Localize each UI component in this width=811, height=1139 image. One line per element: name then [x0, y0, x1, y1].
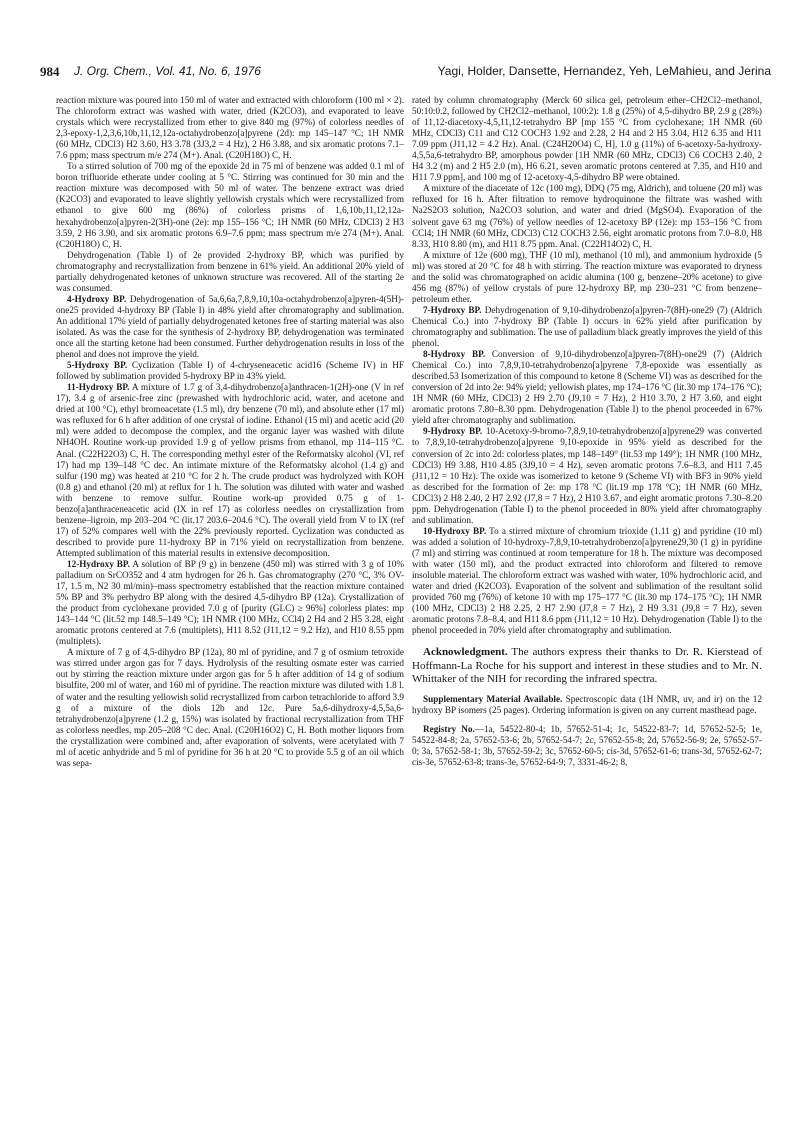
- paragraph: [412, 95, 762, 183]
- paragraph: [56, 95, 404, 161]
- supplementary-heading: Supplementary Material Available.: [423, 694, 563, 705]
- paragraph: [412, 426, 762, 525]
- paragraph-text: A mixture of the diacetate of 12c (100 mg), DDQ (75 mg, Aldrich), and toluene (20 ml) was refluxed for 16 h. After filtration to remove hydroquinone the filtrate was washed with Na2S2O3 solution, Na2CO3 solution, and water and dried (MgSO4). Evaporation of the solvent gave 63 mg (76%) of yellow needles of 12-acetoxy BP (12e): mp 153–156 °C from CCl4; 1H NMR (60 MHz, CDCl3) C12 COCH3 2.56, eight aromatic protons from 7.0–8.0, H8 8.33, H10 8.80 (m), and H11 8.75 ppm. Anal. (C22H14O2) C, H.: [412, 183, 762, 249]
- paragraph: [56, 382, 404, 559]
- paragraph: [412, 250, 762, 305]
- supplementary-text: Spectroscopic data (1H NMR, uv, and ir) on the 12 hydroxy BP isomers (25 pages). Ordering information is given on any current masthead page.: [412, 694, 762, 716]
- section-heading: 9-Hydroxy BP.: [423, 426, 483, 437]
- section-heading: 10-Hydroxy BP.: [423, 525, 487, 536]
- right-column: [412, 95, 762, 768]
- section-heading: 11-Hydroxy BP.: [67, 382, 130, 393]
- acknowledgment: [412, 646, 762, 686]
- paragraph: [56, 647, 404, 769]
- page-header: [40, 64, 771, 84]
- paragraph-text: reaction mixture was poured into 150 ml of water and extracted with chloroform (100 ml × 2). The chloroform extract was washed with water, dried (K2CO3), and evaporated to leave crystals which were recrystallized from ether to give 840 mg (97%) of colorless needles of 2,3-epoxy-1,2,3,6,10b,11,12,12a-octahydrobenzo[a]pyrene (2d): mp 145–147 °C; 1H NMR (60 MHz, CDCl3) H2 3.60, H3 3.78 (3J3,2 = 4 Hz), 2 H6 3.88, and six aromatic protons 7.1–7.6 ppm; mass spectrum m/e 274 (M+). Anal. (C20H18O) C, H.: [56, 95, 404, 161]
- paragraph-text: A mixture of 7 g of 4,5-dihydro BP (12a), 80 ml of pyridine, and 7 g of osmium tetroxide was stirred under argon gas for 7 days. Hydrolysis of the resulting osmate ester was carried out by stirring the reaction mixture under argon gas for 5 h after addition of 14 g of sodium bisulfite, 200 ml of water, and 160 ml of pyridine. The reaction mixture was diluted with 1.8 l. of water and the resulting yellowish solid recrystallized from carbon tetrachloride to afford 3.9 g of a mixture of the diols 12b and 12c. Pure 5a,6-dihydroxy-4,5,5a,6-tetrahydrobenzo[a]pyrene (1.2 g, 15%) was isolated by fractional recrystallization from THF as colorless needles, mp 205–208 °C dec. Anal. (C20H16O2) C, H. Both mother liquors from the crystallization were combined and, after evaporation of solvents, were acetylated with 7 ml of acetic anhydride and 5 ml of pyridine for 36 h at 20 °C to provide 5.5 g of an oil which was sepa-: [56, 647, 404, 768]
- paragraph-text: Dehydrogenation (Table I) of 2e provided 2-hydroxy BP, which was purified by chromatography and recrystallization from benzene in 61% yield. An additional 20% yield of partially dehydrogenated ketones of unknown structure was recovered. All of the starting 2e was consumed.: [56, 249, 404, 293]
- paragraph: [412, 349, 762, 426]
- paragraph: [412, 305, 762, 349]
- paragraph: [56, 161, 404, 249]
- paragraph: [56, 250, 404, 294]
- registry-heading: Registry No.: [423, 724, 475, 735]
- section-heading: 5-Hydroxy BP.: [67, 360, 128, 371]
- paragraph-text: To a stirred solution of 700 mg of the epoxide 2d in 75 ml of benzene was added 0.1 ml of boron trifluoride etherate under cooling at 5 °C. Stirring was continued for 30 min and the reaction mixture was decomposed with 50 ml of water. The benzene extract was dried (K2CO3) and evaporated to leave slightly yellowish crystals which were recrystallized from ethanol to give 600 mg (86%) of colorless prisms of 1,6,10b,11,12,12a-hexahydrobenzo[a]pyren-2(3H)-one (2e): mp 155–156 °C; 1H NMR (60 MHz, CDCl3) 2 H3 3.59, 2 H6 3.90, and six aromatic protons 6.9–7.6 ppm; mass spectrum m/e 274 (M+). Anal. (C20H18O) C, H.: [56, 161, 404, 249]
- page-number: 984: [40, 64, 60, 79]
- paragraph-text: Cyclization (Table I) of 4-chryseneacetic acid16 (Scheme IV) in HF followed by sublimation provided 5-hydroxy BP in 43% yield.: [56, 360, 404, 382]
- journal-citation: J. Org. Chem., Vol. 41, No. 6, 1976: [74, 64, 261, 78]
- paragraph-text: Conversion of 9,10-dihydrobenzo[a]pyren-7(8H)-one29 (7) (Aldrich Chemical Co.) into 7,8,9,10-tetrahydrobenzo[a]pyrene 7,8-epoxide was essentially as described.53 Isomerization of this compound to ketone 8 (Scheme VI) was as described for the conversion of 2d into 2e: 94% yield; yellowish plates, mp 174–176 °C (lit.30 mp 174–176 °C); 1H NMR (60 MHz, CDCl3) 2 H9 2.70 (J9,10 = 7 Hz), 2 H10 3.70, 2 H7 3.60, and eight aromatic protons 7.80–8.30 ppm. Dehydrogenation (Table I) to the phenol proceeded in 67% yield after chromatography and sublimation.: [412, 349, 763, 426]
- paragraph-text: rated by column chromatography (Merck 60 silica gel, petroleum ether–CH2Cl2–methanol, 50:10:0.2, followed by CH2Cl2–methanol, 100:2): 1.8 g (25%) of 4,5-dihydro BP, 2.9 g (28%) of 11,12-diacetoxy-4,5,11,12-tetrahydro BP [mp 155 °C from cyclohexane; 1H NMR (60 MHz, CDCl3) C11 and C12 COCH3 1.92 and 2.28, 2 H4 and 2 H5 3.04, H12 6.35 and H11 7.09 ppm (J11,12 = 4.2 Hz). Anal. (C24H20O4) C, H], 1.0 g (11%) of 6-acetoxy-5a-hydroxy-4,5,5a,6-tetrahydro BP, amorphous powder [1H NMR (60 MHz, CDCl3) C6 COCH3 2.40, 2 H4 3.2 (m) and 2 H5 2.0 (m), H6 6.21, seven aromatic protons centered at 7.35, and H10 and H11 7.9 ppm], and 100 mg of 12-acetoxy-4,5-dihydro BP were obtained.: [412, 95, 762, 183]
- acknowledgment-text: The authors express their thanks to Dr. R. Kierstead of Hoffmann-La Roche for his support and interest in these studies and to Mr. N. Whittaker of the NIH for recording the infrared spectra.: [412, 646, 762, 685]
- acknowledgment-heading: Acknowledgment.: [423, 646, 508, 659]
- paragraph-text: Dehydrogenation of 5a,6,6a,7,8,9,10,10a-octahydrobenzo[a]pyren-4(5H)-one25 provided 4-hydroxy BP (Table I) in 48% yield after chromatography and sublimation. An additional 17% yield of partially dehydrogenated ketones free of starting material was also isolated. As was the case for the synthesis of 2-hydroxy BP, dehydrogenation was terminated once all the starting ketone had been consumed. Further dehydrogenation results in loss of the phenol and does not improve the yield.: [56, 293, 404, 360]
- paragraph: [412, 526, 762, 636]
- registry-text: —1a, 54522-80-4; 1b, 57652-51-4; 1c, 54522-83-7; 1d, 57652-52-5; 1e, 54522-84-8; 2a, 57652-53-6; 2b, 57652-54-7; 2c, 57652-55-8; 2d, 57652-56-9; 2e, 57652-57-0; 3a, 57652-58-1; 3b, 57652-59-2; 3c, 57652-60-5; cis-3d, 57652-61-6; trans-3d, 57652-62-7; cis-3e, 57652-63-8; trans-3e, 57652-64-9; 7, 3331-46-2; 8,: [412, 724, 762, 768]
- paragraph-text: Dehydrogenation of 9,10-dihydrobenzo[a]pyren-7(8H)-one29 (7) (Aldrich Chemical Co.) into 7-hydroxy BP (Table I) occurs in 62% yield after purification by chromatography and sublimation. The use of palladium black greatly improves the yield of this phenol.: [412, 304, 763, 349]
- section-heading: 7-Hydroxy BP.: [423, 304, 482, 315]
- section-heading: 8-Hydroxy BP.: [423, 349, 486, 360]
- registry-numbers: [412, 724, 762, 768]
- left-column: [56, 95, 404, 769]
- paragraph: [56, 360, 404, 382]
- paragraph: [56, 559, 404, 647]
- paragraph-text: To a stirred mixture of chromium trioxide (1.11 g) and pyridine (10 ml) was added a solution of 10-hydroxy-7,8,9,10-tetrahydrobenzo[a]pyrene29,30 (1 g) in pyridine (7 ml) and stirring was continued at room temperature for 18 h. The mixture was decomposed with water (150 ml), and the product extracted into chloroform and filtered to remove insoluble material. The chloroform extract was washed with water, 10% hydrochloric acid, and water and dried (K2CO3). Evaporation of the solvent and sublimation of the resultant solid provided 760 mg (76%) of ketone 10 with mp 175–177 °C (lit.30 mp 174–175 °C); 1H NMR (100 MHz, CDCl3) 2 H8 2.25, 2 H7 2.90 (J7,8 = 7 Hz), 2 H9 3.31 (J9,8 = 7 Hz), seven aromatic protons 7.8–8.4, and H11 8.6 ppm (J11,12 = 10 Hz). Dehydrogenation (Table I) to the phenol proceeded in 70% yield after chromatography and sublimation.: [412, 525, 762, 636]
- paragraph-text: A mixture of 1.7 g of 3,4-dihydrobenzo[a]anthracen-1(2H)-one (V in ref 17), 3.4 g of arsenic-free zinc (prewashed with hydrochloric acid, water, and acetone and dried at 100 °C), ethyl bromoacetate (1.5 ml), dry benzene (70 ml), and absolute ether (17 ml) was refluxed for 6 h after addition of one crystal of iodine. Ethanol (15 ml) and acetic acid (20 ml) were added to decompose the complex, and the organic layer was washed with dilute NH4OH. Routine work-up provided 1.9 g of yellow prisms from ethanol, mp 114–115 °C. Anal. (C22H22O3) C, H. The corresponding methyl ester of the Reformatsky alcohol (VI, ref 17) had mp 139–148 °C dec. An intimate mixture of the Reformatsky alcohol (1.4 g) and sulfur (190 mg) was heated at 210 °C for 2 h. The crude product was hydrolyzed with KOH (0.8 g) and ethanol (20 ml) at reflux for 1 h. The solution was diluted with water and washed with benzene to remove sulfur. Routine work-up provided 0.75 g of 1-benzo[a]anthraceneacetic acid (IX in ref 17) as colorless needles on crystallization from benzene–ligroin, mp 203–204 °C (lit.17 203.6–204.6 °C). The overall yield from V to IX (ref 17) of 52% compares well with the 22% previously reported. Cyclization was conducted as described to provide pure 11-hydroxy BP in 71% yield on recrystallization from benzene. Attempted sublimation of this material results in extensive decomposition.: [56, 382, 404, 558]
- paragraph: [412, 183, 762, 249]
- supplementary-material: [412, 694, 762, 716]
- right-column-paragraphs: [412, 95, 762, 636]
- section-heading: 12-Hydroxy BP.: [67, 558, 130, 569]
- paragraph-text: 10-Acetoxy-9-bromo-7,8,9,10-tetrahydrobenzo[a]pyrene29 was converted to 7,8,9,10-tetrahydrobenzo[a]pyrene 9,10-epoxide in 95% yield as described for the conversion of 2c into 2d: colorless plates, mp 148–149° (lit.53 mp 149°); 1H NMR (100 MHz, CDCl3) H9 3.88, H10 4.85 (3J9,10 = 4 Hz), seven aromatic protons 7.6–8.3, and H11 7.45 (J11,12 = 10 Hz). The oxide was isomerized to ketone 9 (Scheme VI) with BF3 in 90% yield as described for the formation of 2e: mp 178 °C (lit.19 mp 178 °C); 1H NMR (60 MHz, CDCl3) 2 H8 2.40, 2 H7 2.92 (J7,8 = 7 Hz), 2 H10 3.67, and eight aromatic protons 7.30–8.20 ppm. Dehydrogenation (Table I) to the phenol proceeded in 80% yield after chromatography and sublimation.: [412, 426, 762, 525]
- author-list: Yagi, Holder, Dansette, Hernandez, Yeh, LeMahieu, and Jerina: [437, 64, 771, 78]
- paragraph: [56, 294, 404, 360]
- paragraph-text: A solution of BP (9 g) in benzene (450 ml) was stirred with 3 g of 10% palladium on SrCO352 and 4 atm hydrogen for 26 h. Gas chromatography (270 °C, 3% OV-17, 1.5 m, N2 30 ml/min)–mass spectrometry established that the reaction mixture contained 5% BP and 3% perhydro BP along with the desired 4,5-dihydro BP (12a). Crystallization of the product from cyclohexane provided 7.0 g of [purity (GLC) ≥ 96%] colorless plates: mp 143–144 °C (lit.52 mp 148.5–149 °C); 1H NMR (100 MHz, CCl4) 2 H4 and 2 H5 3.28, eight aromatic protons centered at 7.6 (multiplets), H11 8.52 (J11,12 = 9.2 Hz), and H10 8.55 ppm (multiplets).: [56, 558, 405, 647]
- paragraph-text: A mixture of 12e (600 mg), THF (10 ml), methanol (10 ml), and ammonium hydroxide (5 ml) was stored at 20 °C for 48 h with stirring. The reaction mixture was evaporated to dryness and the solid was chromatographed on acidic alumina (100 g, benzene–20% acetone) to give 456 mg (87%) of yellow crystals of pure 12-hydroxy BP, mp 230–231 °C from benzene–petroleum ether.: [412, 249, 762, 304]
- section-heading: 4-Hydroxy BP.: [67, 293, 127, 304]
